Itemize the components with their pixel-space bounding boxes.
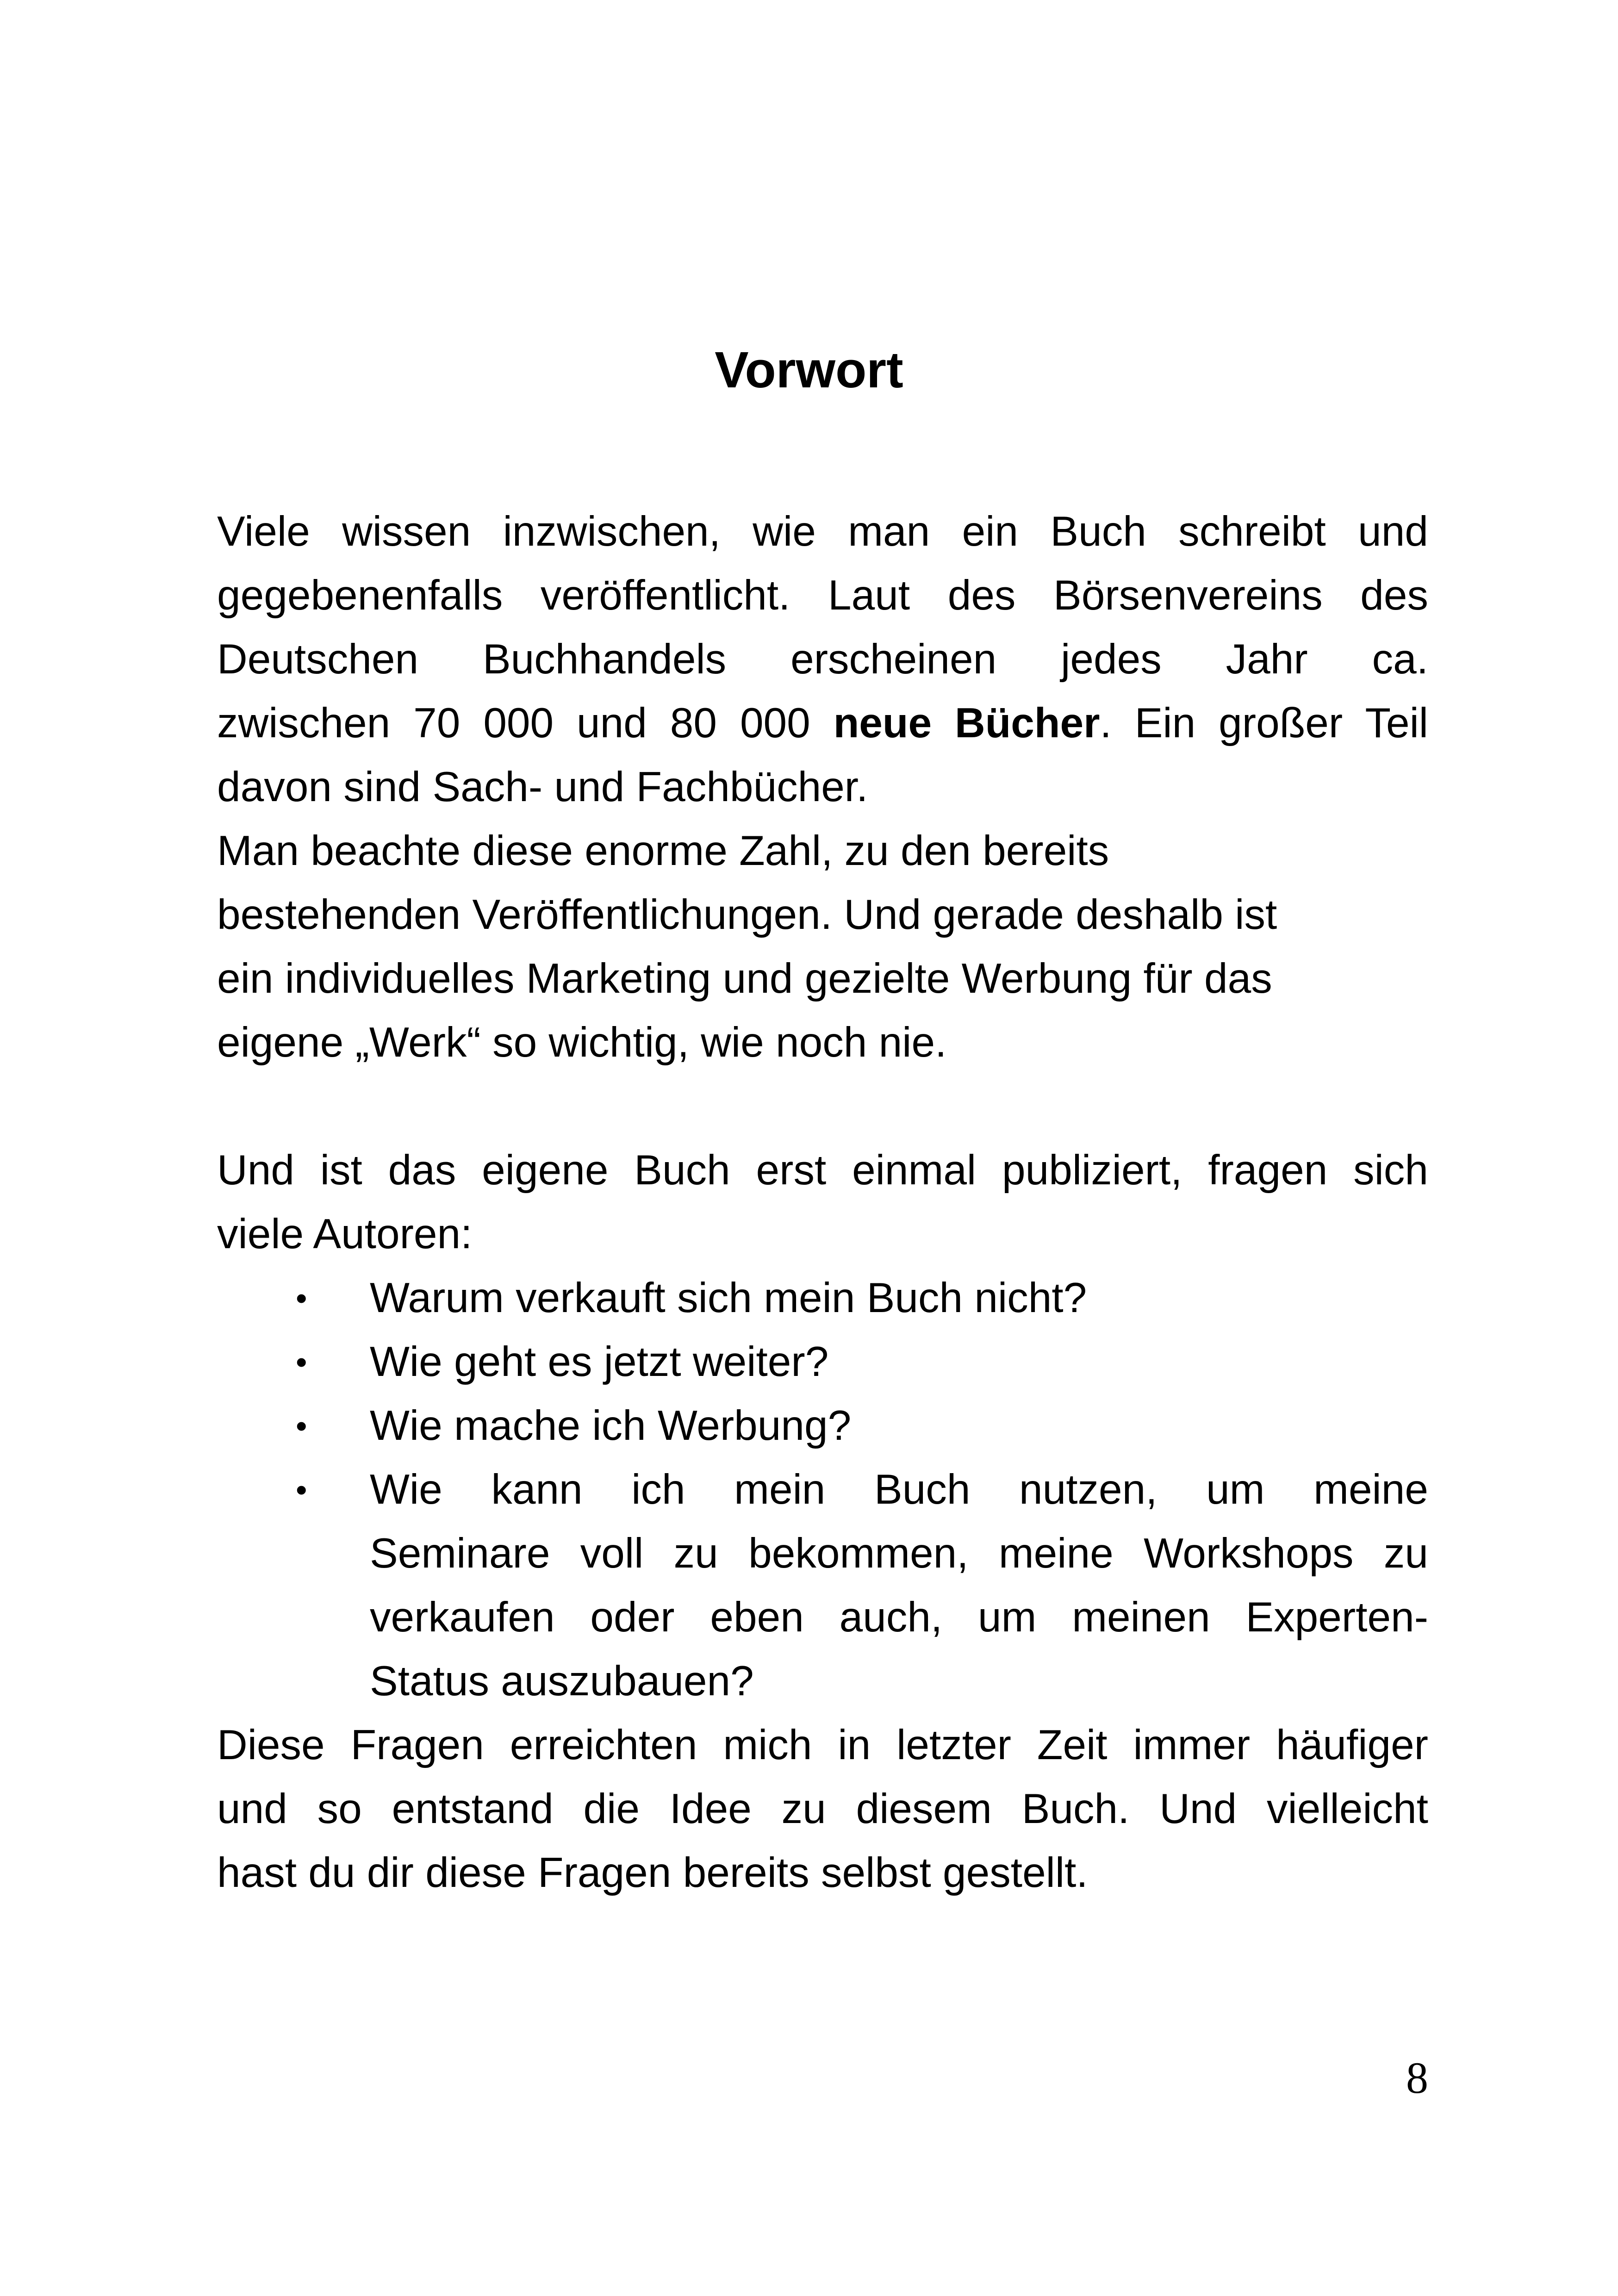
text-line: gegebenenfalls veröffentlicht. Laut des Börsenvereins des [217, 572, 1428, 619]
text-line: hast du dir diese Fragen bereits selbst gestellt. [217, 1849, 1088, 1896]
text-line: Wie geht es jetzt weiter? [370, 1338, 829, 1385]
body-text [217, 500, 1428, 1905]
bullet-icon: • [296, 1280, 307, 1316]
text-line: verkaufen oder eben auch, um meinen Experten- [370, 1594, 1428, 1641]
text-line: ein individuelles Marketing und gezielte Werbung für das [217, 955, 1272, 1002]
chapter-title: Vorwort [715, 342, 903, 398]
list-item [217, 1394, 1428, 1458]
text-line: Und ist das eigene Buch erst einmal publiziert, fragen sich [217, 1147, 1428, 1194]
second-paragraph [217, 819, 1428, 1075]
text-line: Wie mache ich Werbung? [370, 1402, 852, 1449]
emphasis-neue-buecher: neue Bücher [833, 700, 1100, 747]
text-line: Wie kann ich mein Buch nutzen, um meine [370, 1466, 1428, 1513]
question-list [217, 1266, 1428, 1713]
list-item [217, 1458, 1428, 1713]
text-line: Warum verkauft sich mein Buch nicht? [370, 1275, 1087, 1321]
closing-paragraph [217, 1713, 1428, 1905]
text-line: davon sind Sach- und Fachbücher. [217, 764, 868, 810]
text-line: bestehenden Veröffentlichungen. Und gerade deshalb ist [217, 891, 1277, 938]
text-line: Diese Fragen erreichten mich in letzter Zeit immer häufiger [217, 1722, 1428, 1768]
text-line: viele Autoren: [217, 1211, 473, 1257]
text-line: und so entstand die Idee zu diesem Buch. Und vielleicht [217, 1786, 1428, 1832]
list-item [217, 1266, 1428, 1330]
text-line: Deutschen Buchhandels erscheinen jedes Jahr ca. [217, 636, 1428, 683]
list-item [217, 1330, 1428, 1394]
text-fragment: zwischen 70 000 und 80 000 [217, 700, 834, 747]
page-number: 8 [1406, 2053, 1428, 2103]
text-line: Status auszubauen? [370, 1658, 754, 1705]
bullet-icon: • [296, 1408, 307, 1444]
paragraph-spacer [217, 1075, 1428, 1139]
text-fragment: . Ein großer Teil [1100, 700, 1429, 747]
third-paragraph [217, 1139, 1428, 1266]
text-line: eigene „Werk“ so wichtig, wie noch nie. [217, 1019, 947, 1066]
bullet-icon: • [296, 1344, 307, 1380]
intro-paragraph [217, 500, 1428, 819]
bullet-icon: • [296, 1472, 307, 1508]
text-line: Seminare voll zu bekommen, meine Workshops zu [370, 1530, 1428, 1577]
text-line [217, 691, 1428, 755]
text-line: Viele wissen inzwischen, wie man ein Buch schreibt und [217, 508, 1428, 555]
text-line: Man beachte diese enorme Zahl, zu den bereits [217, 828, 1109, 874]
